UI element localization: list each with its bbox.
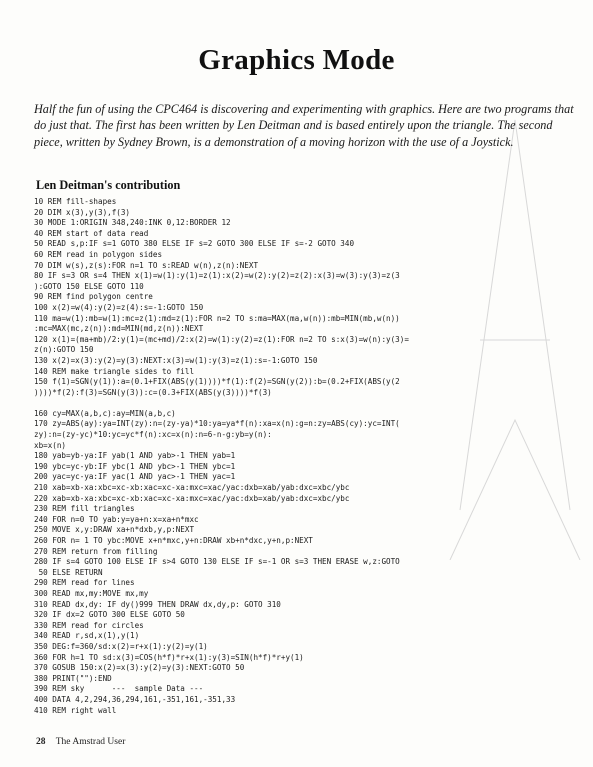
code-line: 10 REM fill-shapes: [34, 197, 117, 206]
code-line: 110 ma=w(1):mb=w(1):mc=z(1):md=z(1):FOR n=2 TO s:ma=MAX(ma,w(n)):mb=MIN(mb,w(n)): [34, 313, 400, 323]
code-line: :mc=MAX(mc,z(n)):md=MIN(md,z(n)):NEXT: [34, 324, 204, 334]
page-footer: [36, 737, 125, 747]
code-line: 290 REM read for lines: [34, 578, 135, 588]
code-line: z(n):GOTO 150: [34, 345, 94, 355]
code-line: 90 REM find polygon centre: [34, 292, 153, 302]
code-line: 20 DIM x(3),y(3),f(3): [34, 207, 131, 217]
code-line: xb=x(n): [34, 440, 67, 450]
code-line: 220 xab=xb-xa:xbc=xc-xb:xac=xc-xa:mxc=xac/yac:dxb=xab/yab:dxc=xbc/ybc: [34, 493, 350, 503]
page-number: 28: [36, 737, 46, 747]
code-line: 240 FOR n=0 TO yab:y=ya+n:x=xa+n*mxc: [34, 514, 199, 524]
code-line: 50 ELSE RETURN: [34, 567, 103, 577]
code-line: 210 xab=xb-xa:xbc=xc-xb:xac=xc-xa:mxc=xac/yac:dxb=xab/yab:dxc=xbc/ybc: [34, 483, 350, 493]
code-line: 390 REM sky --- sample Data ---: [34, 684, 204, 694]
code-line: 280 IF s=4 GOTO 100 ELSE IF s>4 GOTO 130 ELSE IF s=-1 OR s=3 THEN ERASE w,z:GOTO: [34, 557, 400, 567]
code-line: 200 yac=yc-ya:IF yac(1 AND yac>-1 THEN yac=1: [34, 472, 236, 482]
code-line: 310 READ dx,dy: IF dy()999 THEN DRAW dx,dy,p: GOTO 310: [34, 599, 281, 609]
code-line: 150 f(1)=SGN(y(1)):a=(0.1+FIX(ABS(y(1))))*f(1):f(2)=SGN(y(2)):b=(0.2+FIX(ABS(y(2: [34, 377, 400, 387]
code-line: 400 DATA 4,2,294,36,294,161,-351,161,-351,33: [34, 694, 236, 704]
code-line: 320 IF dx=2 GOTO 300 ELSE GOTO 50: [34, 610, 185, 620]
code-line: 230 REM fill triangles: [34, 504, 135, 514]
code-line: 360 FOR h=1 TO sd:x(3)=COS(h*f)*r+x(1):y(3)=SIN(h*f)*r+y(1): [34, 652, 304, 662]
page-title: Graphics Mode: [198, 44, 395, 76]
code-line: 180 yab=yb-ya:IF yab(1 AND yab>-1 THEN yab=1: [34, 451, 236, 461]
code-line: 330 REM read for circles: [34, 620, 144, 630]
code-line: 350 DEG:f=360/sd:x(2)=r+x(1):y(2)=y(1): [34, 641, 208, 651]
code-line: 50 READ s,p:IF s=1 GOTO 380 ELSE IF s=2 GOTO 300 ELSE IF s=-2 GOTO 340: [34, 239, 355, 249]
code-line: 340 READ r,sd,x(1),y(1): [34, 631, 140, 641]
basic-code-listing: [34, 197, 574, 716]
code-line: 250 MOVE x,y:DRAW xa+n*dxb,y,p:NEXT: [34, 525, 195, 535]
code-line: 270 REM return from filling: [34, 546, 158, 556]
code-line: ):GOTO 150 ELSE GOTO 110: [34, 281, 144, 291]
code-line: 140 REM make triangle sides to fill: [34, 366, 195, 376]
code-line: 410 REM right wall: [34, 705, 117, 715]
code-line: 300 READ mx,my:MOVE mx,my: [34, 588, 149, 598]
code-line: 370 GOSUB 150:x(2)=x(3):y(2)=y(3):NEXT:GOTO 50: [34, 663, 245, 673]
code-line: 260 FOR n= 1 TO ybc:MOVE x+n*mxc,y+n:DRAW xb+n*dxc,y+n,p:NEXT: [34, 536, 313, 545]
section-subheading: Len Deitman's contribution: [36, 178, 181, 192]
code-line: 380 PRINT(""):END: [34, 673, 112, 683]
code-line: ))))*f(2):f(3)=SGN(y(3)):c=(0.3+FIX(ABS(y(3))))*f(3): [34, 387, 272, 397]
code-line: 190 ybc=yc-yb:IF ybc(1 AND ybc>-1 THEN ybc=1: [34, 461, 236, 471]
code-line: 130 x(2)=x(3):y(2)=y(3):NEXT:x(3)=w(1):y(3)=z(1):s=-1:GOTO 150: [34, 355, 318, 365]
code-line: 120 x(1)=(ma+mb)/2:y(1)=(mc+md)/2:x(2)=w(1):y(2)=z(1):FOR n=2 TO s:x(3)=w(n):y(3)=: [34, 334, 409, 344]
code-line: 40 REM start of data read: [34, 228, 149, 238]
code-line: 60 REM read in polygon sides: [34, 249, 163, 259]
code-line: 80 IF s=3 OR s=4 THEN x(1)=w(1):y(1)=z(1):x(2)=w(2):y(2)=z(2):x(3)=w(3):y(3)=z(3: [34, 271, 400, 281]
publication-name: The Amstrad User: [55, 737, 126, 747]
code-line: 170 zy=ABS(ay):ya=INT(zy):n=(zy-ya)*10:ya=ya*f(n):xa=x(n):g=n:zy=ABS(cy):yc=INT(: [34, 419, 400, 429]
intro-paragraph: Half the fun of using the CPC464 is discovering and experimenting with graphics. Here are two programs that do just that. The first has been written by Len Deitman and is based entirely upon the triangle. The second piece, written by Sydney Brown, is a demonstration of a moving horizon with the use of a Joystick.: [34, 102, 574, 149]
code-line: 30 MODE 1:ORIGIN 348,240:INK 0,12:BORDER 12: [34, 218, 231, 228]
code-line: 160 cy=MAX(a,b,c):ay=MIN(a,b,c): [34, 408, 176, 418]
code-line: [34, 398, 574, 409]
code-line: 70 DIM w(s),z(s):FOR n=1 TO s:READ w(n),z(n):NEXT: [34, 260, 259, 270]
code-line: zy):n=(zy-yc)*10:yc=yc*f(n):xc=x(n):n=6-n-g:yb=y(n):: [34, 430, 272, 440]
code-line: 100 x(2)=w(4):y(2)=z(4):s=-1:GOTO 150: [34, 302, 204, 312]
